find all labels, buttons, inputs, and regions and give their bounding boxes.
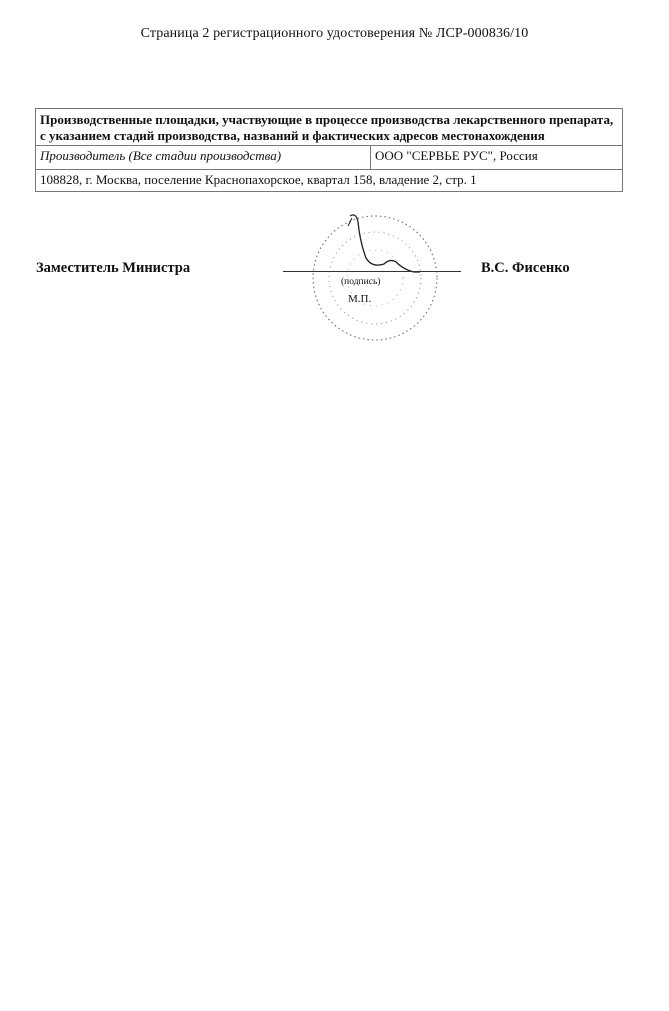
seal-placeholder-label: М.П. (348, 293, 372, 305)
signer-position: Заместитель Министра (36, 260, 191, 276)
signature-caption: (подпись) (341, 277, 381, 287)
signer-name: В.С. Фисенко (481, 260, 570, 276)
table-heading-row (36, 109, 623, 146)
production-sites-table (35, 108, 623, 192)
manufacturer-company-cell: ООО "СЕРВЬЕ РУС", Россия (371, 146, 623, 170)
page-header: Страница 2 регистрационного удостоверения № ЛСР-000836/10 (140, 26, 529, 41)
address-row (36, 170, 623, 192)
signature-line (283, 271, 461, 272)
manufacturer-role-cell: Производитель (Все стадии производства) (36, 146, 371, 170)
address-cell: 108828, г. Москва, поселение Краснопахорское, квартал 158, владение 2, стр. 1 (36, 170, 623, 192)
table-heading: Производственные площадки, участвующие в процессе производства лекарственного препарата, с указанием стадий производства, названий и фактических адресов местонахождения (36, 109, 623, 146)
table-row (36, 146, 623, 170)
